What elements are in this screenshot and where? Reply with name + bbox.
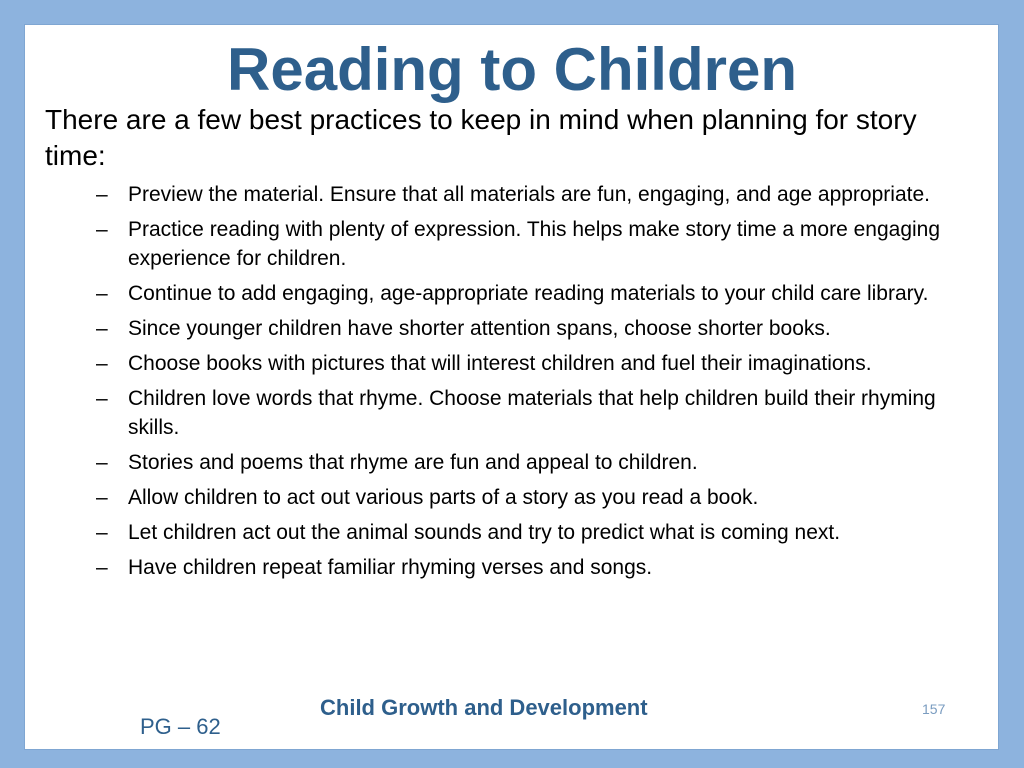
bullet-item — [96, 384, 986, 442]
bullet-text: Let children act out the animal sounds and try to predict what is coming next. — [128, 521, 841, 544]
bullet-item — [96, 483, 986, 512]
bullet-item — [96, 279, 986, 308]
dash-bullet-marker: – — [96, 387, 108, 410]
dash-bullet-marker: – — [96, 317, 108, 340]
intro-paragraph: There are a few best practices to keep in mind when planning for story time: — [45, 104, 917, 171]
slide-title: Reading to Children — [227, 36, 797, 103]
dash-bullet-marker: – — [96, 486, 108, 509]
dash-bullet-marker: – — [96, 451, 108, 474]
bullet-text: Stories and poems that rhyme are fun and appeal to children. — [128, 451, 698, 474]
bullet-text: Preview the material. Ensure that all materials are fun, engaging, and age appropriate. — [128, 183, 930, 206]
bullet-item — [96, 553, 986, 582]
bullet-item — [96, 215, 986, 273]
page-reference: PG – 62 — [140, 714, 221, 739]
bullet-item — [96, 314, 986, 343]
bullet-text: Since younger children have shorter attention spans, choose shorter books. — [128, 317, 831, 340]
bullet-text: Continue to add engaging, age-appropriate reading materials to your child care library. — [128, 282, 929, 305]
dash-bullet-marker: – — [96, 521, 108, 544]
dash-bullet-marker: – — [96, 282, 108, 305]
dash-bullet-marker: – — [96, 218, 108, 241]
slide-page-number: 157 — [922, 701, 946, 717]
dash-bullet-marker: – — [96, 183, 108, 206]
bullet-text: Allow children to act out various parts of a story as you read a book. — [128, 486, 759, 509]
bullet-item — [96, 518, 986, 547]
bullet-item — [96, 448, 986, 477]
bullet-list — [96, 180, 986, 588]
footer-course-title: Child Growth and Development — [320, 695, 648, 720]
dash-bullet-marker: – — [96, 556, 108, 579]
bullet-text: Have children repeat familiar rhyming verses and songs. — [128, 556, 653, 579]
bullet-text: Practice reading with plenty of expression. This helps make story time a more engaging experience for children. — [128, 218, 941, 270]
dash-bullet-marker: – — [96, 352, 108, 375]
bullet-text: Choose books with pictures that will interest children and fuel their imaginations. — [128, 352, 872, 375]
bullet-item — [96, 180, 986, 209]
bullet-item — [96, 349, 986, 378]
bullet-text: Children love words that rhyme. Choose materials that help children build their rhyming skills. — [128, 387, 936, 439]
